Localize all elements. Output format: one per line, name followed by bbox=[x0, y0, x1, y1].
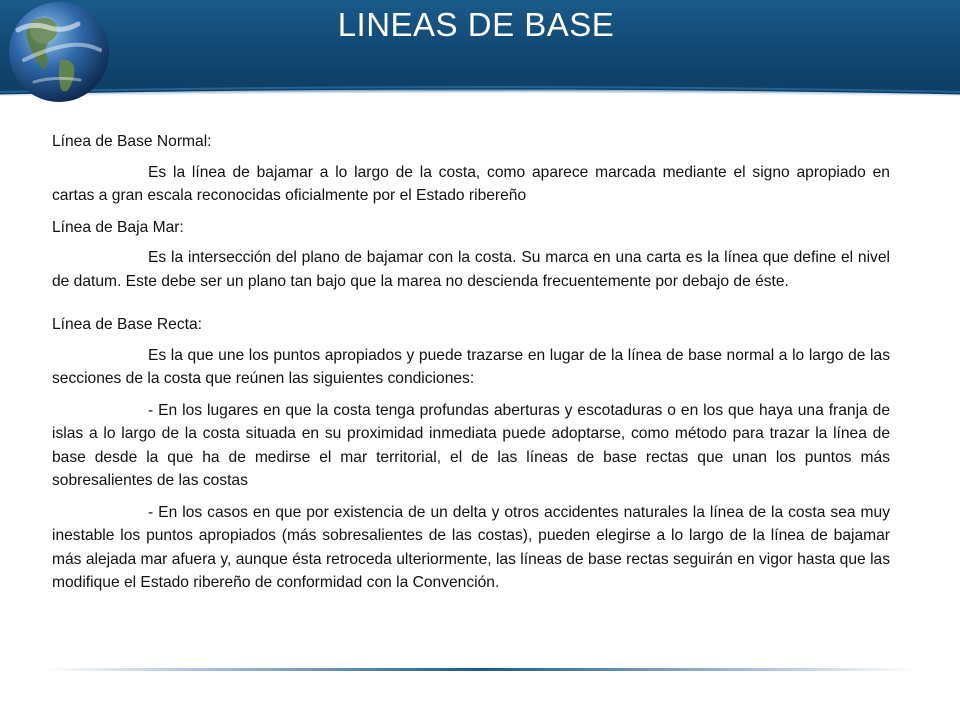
section-heading-recta: Línea de Base Recta: bbox=[52, 316, 202, 333]
section-heading-normal: Línea de Base Normal: bbox=[52, 133, 212, 150]
slide-title: LINEAS DE BASE bbox=[337, 6, 615, 43]
paragraph-recta-definition: Es la que une los puntos apropiados y puede trazarse en lugar de la línea de base normal a lo largo de las secciones de la costa que reúnen las siguientes condiciones: bbox=[52, 346, 890, 387]
slide-header bbox=[0, 0, 960, 110]
section-heading-baja-mar: Línea de Baja Mar: bbox=[52, 218, 184, 236]
paragraph-baja-mar-definition: Es la intersección del plano de bajamar con la costa. Su marca en una carta es la línea que define el nivel de datum. Este debe ser un plano tan bajo que la marea no descienda frecuentemente por debajo de éste. bbox=[52, 249, 890, 290]
paragraph-recta-condition-2: - En los casos en que por existencia de un delta y otros accidentes naturales la línea de la costa sea muy inestable los puntos apropiados (más sobresalientes de las costas), pueden elegirse a lo largo de la línea de bajamar más alejada mar afuera y, aunque ésta retroceda ulteriormente, las líneas de base rectas seguirán en vigor hasta que las modifique el Estado ribereño de conformidad con la Convención. bbox=[52, 503, 890, 591]
paragraph-recta-condition-1: - En los lugares en que la costa tenga profundas aberturas y escotaduras o en los que haya una franja de islas a lo largo de la costa situada en su proximidad inmediata puede adoptarse, como método para trazar la línea de base desde la que ha de medirse el mar territorial, el de las líneas de base rectas que unan los puntos más sobresalientes de las costas bbox=[52, 401, 890, 489]
paragraph-normal-definition: Es la línea de bajamar a lo largo de la costa, como aparece marcada mediante el signo apropiado en cartas a gran escala reconocidas oficialmente por el Estado ribereño bbox=[52, 163, 890, 204]
bottom-divider bbox=[42, 666, 918, 674]
slide-body bbox=[52, 130, 890, 595]
